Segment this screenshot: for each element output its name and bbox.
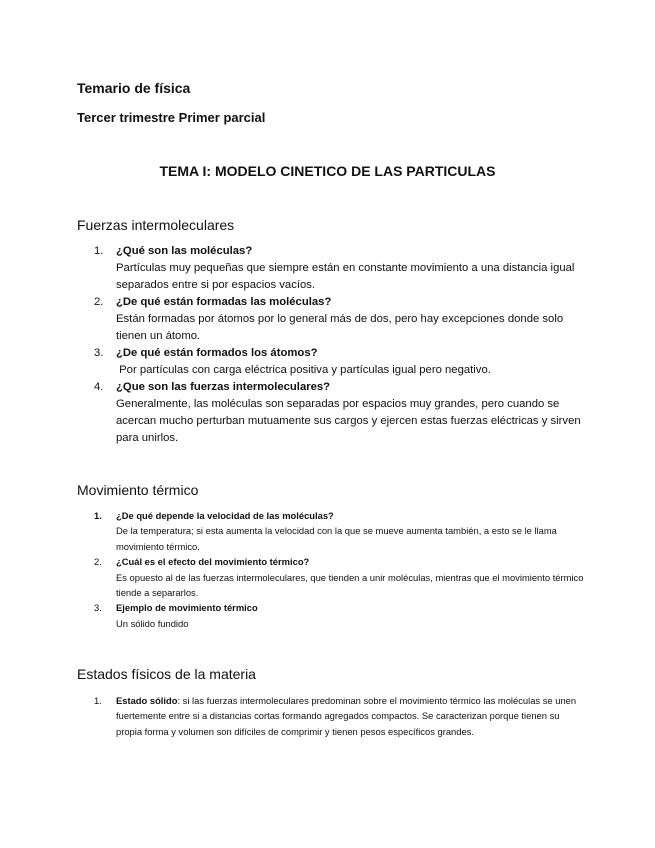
item-number: 1.	[94, 245, 104, 257]
answer-text: Por partículas con carga eléctrica positiva y partículas igual pero negativo.	[116, 364, 491, 376]
topic-heading: TEMA I: MODELO CINETICO DE LAS PARTICULAS	[159, 163, 496, 179]
definition-text: : si las fuerzas intermoleculares predominan sobre el movimiento térmico las moléculas se unen fuertemente entre si a distancias cortas formando agregados compactos. Se caracterizan porque tienen su propia forma y volumen son difíciles de comprimir y tienen pesos específicos grandes.	[116, 695, 577, 737]
item-number: 4.	[94, 381, 104, 393]
list-item	[94, 345, 591, 379]
question-list-movimiento	[94, 508, 596, 631]
list-item	[94, 693, 586, 739]
question-list-estados	[94, 693, 586, 739]
item-number: 1.	[94, 510, 102, 521]
list-item	[94, 600, 596, 631]
item-number: 2.	[94, 556, 102, 568]
answer-text: Un sólido fundido	[116, 617, 189, 629]
question-text: ¿De qué depende la velocidad de las moléculas?	[116, 510, 334, 521]
item-number: 3.	[94, 347, 104, 359]
item-number: 2.	[94, 296, 104, 308]
question-text: ¿Qué son las moléculas?	[116, 245, 253, 257]
list-item	[94, 294, 591, 345]
list-item	[94, 379, 591, 447]
section-title-fuerzas: Fuerzas intermoleculares	[77, 217, 235, 233]
question-text: ¿De qué están formadas las moléculas?	[116, 296, 332, 308]
document-title: Temario de física	[77, 80, 191, 96]
item-number: 3.	[94, 602, 102, 614]
term-text: Estado sólido	[116, 695, 178, 706]
item-number: 1.	[94, 695, 102, 706]
list-item	[94, 554, 596, 600]
question-text: ¿De qué están formados los átomos?	[116, 347, 318, 359]
question-text: ¿Que son las fuerzas intermoleculares?	[116, 381, 331, 393]
answer-text: De la temperatura; si esta aumenta la velocidad con la que se mueve aumenta también, a esto se le llama movimiento térmico.	[116, 525, 557, 552]
document-subtitle: Tercer trimestre Primer parcial	[77, 110, 266, 125]
list-item	[94, 243, 591, 294]
question-text: Ejemplo de movimiento térmico	[116, 602, 258, 614]
answer-text: Es opuesto al de las fuerzas intermoleculares, que tienden a unir moléculas, mientras que el movimiento térmico tiende a separarlos.	[116, 571, 584, 599]
answer-text: Partículas muy pequeñas que siempre están en constante movimiento a una distancia igual separados entre si por espacios vacíos.	[116, 262, 575, 291]
list-item	[94, 508, 596, 554]
answer-text: Generalmente, las moléculas son separadas por espacios muy grandes, pero cuando se acercan mucho perturban mutuamente sus cargos y ejercen estas fuerzas eléctricas y sirven para unirlos.	[116, 398, 581, 444]
question-text: ¿Cuál es el efecto del movimiento térmico?	[116, 556, 310, 568]
section-title-estados: Estados físicos de la materia	[77, 666, 256, 682]
answer-text: Están formadas por átomos por lo general más de dos, pero hay excepciones donde solo tienen un átomo.	[116, 313, 564, 342]
question-list-fuerzas	[94, 243, 591, 447]
section-title-movimiento: Movimiento térmico	[77, 482, 199, 498]
